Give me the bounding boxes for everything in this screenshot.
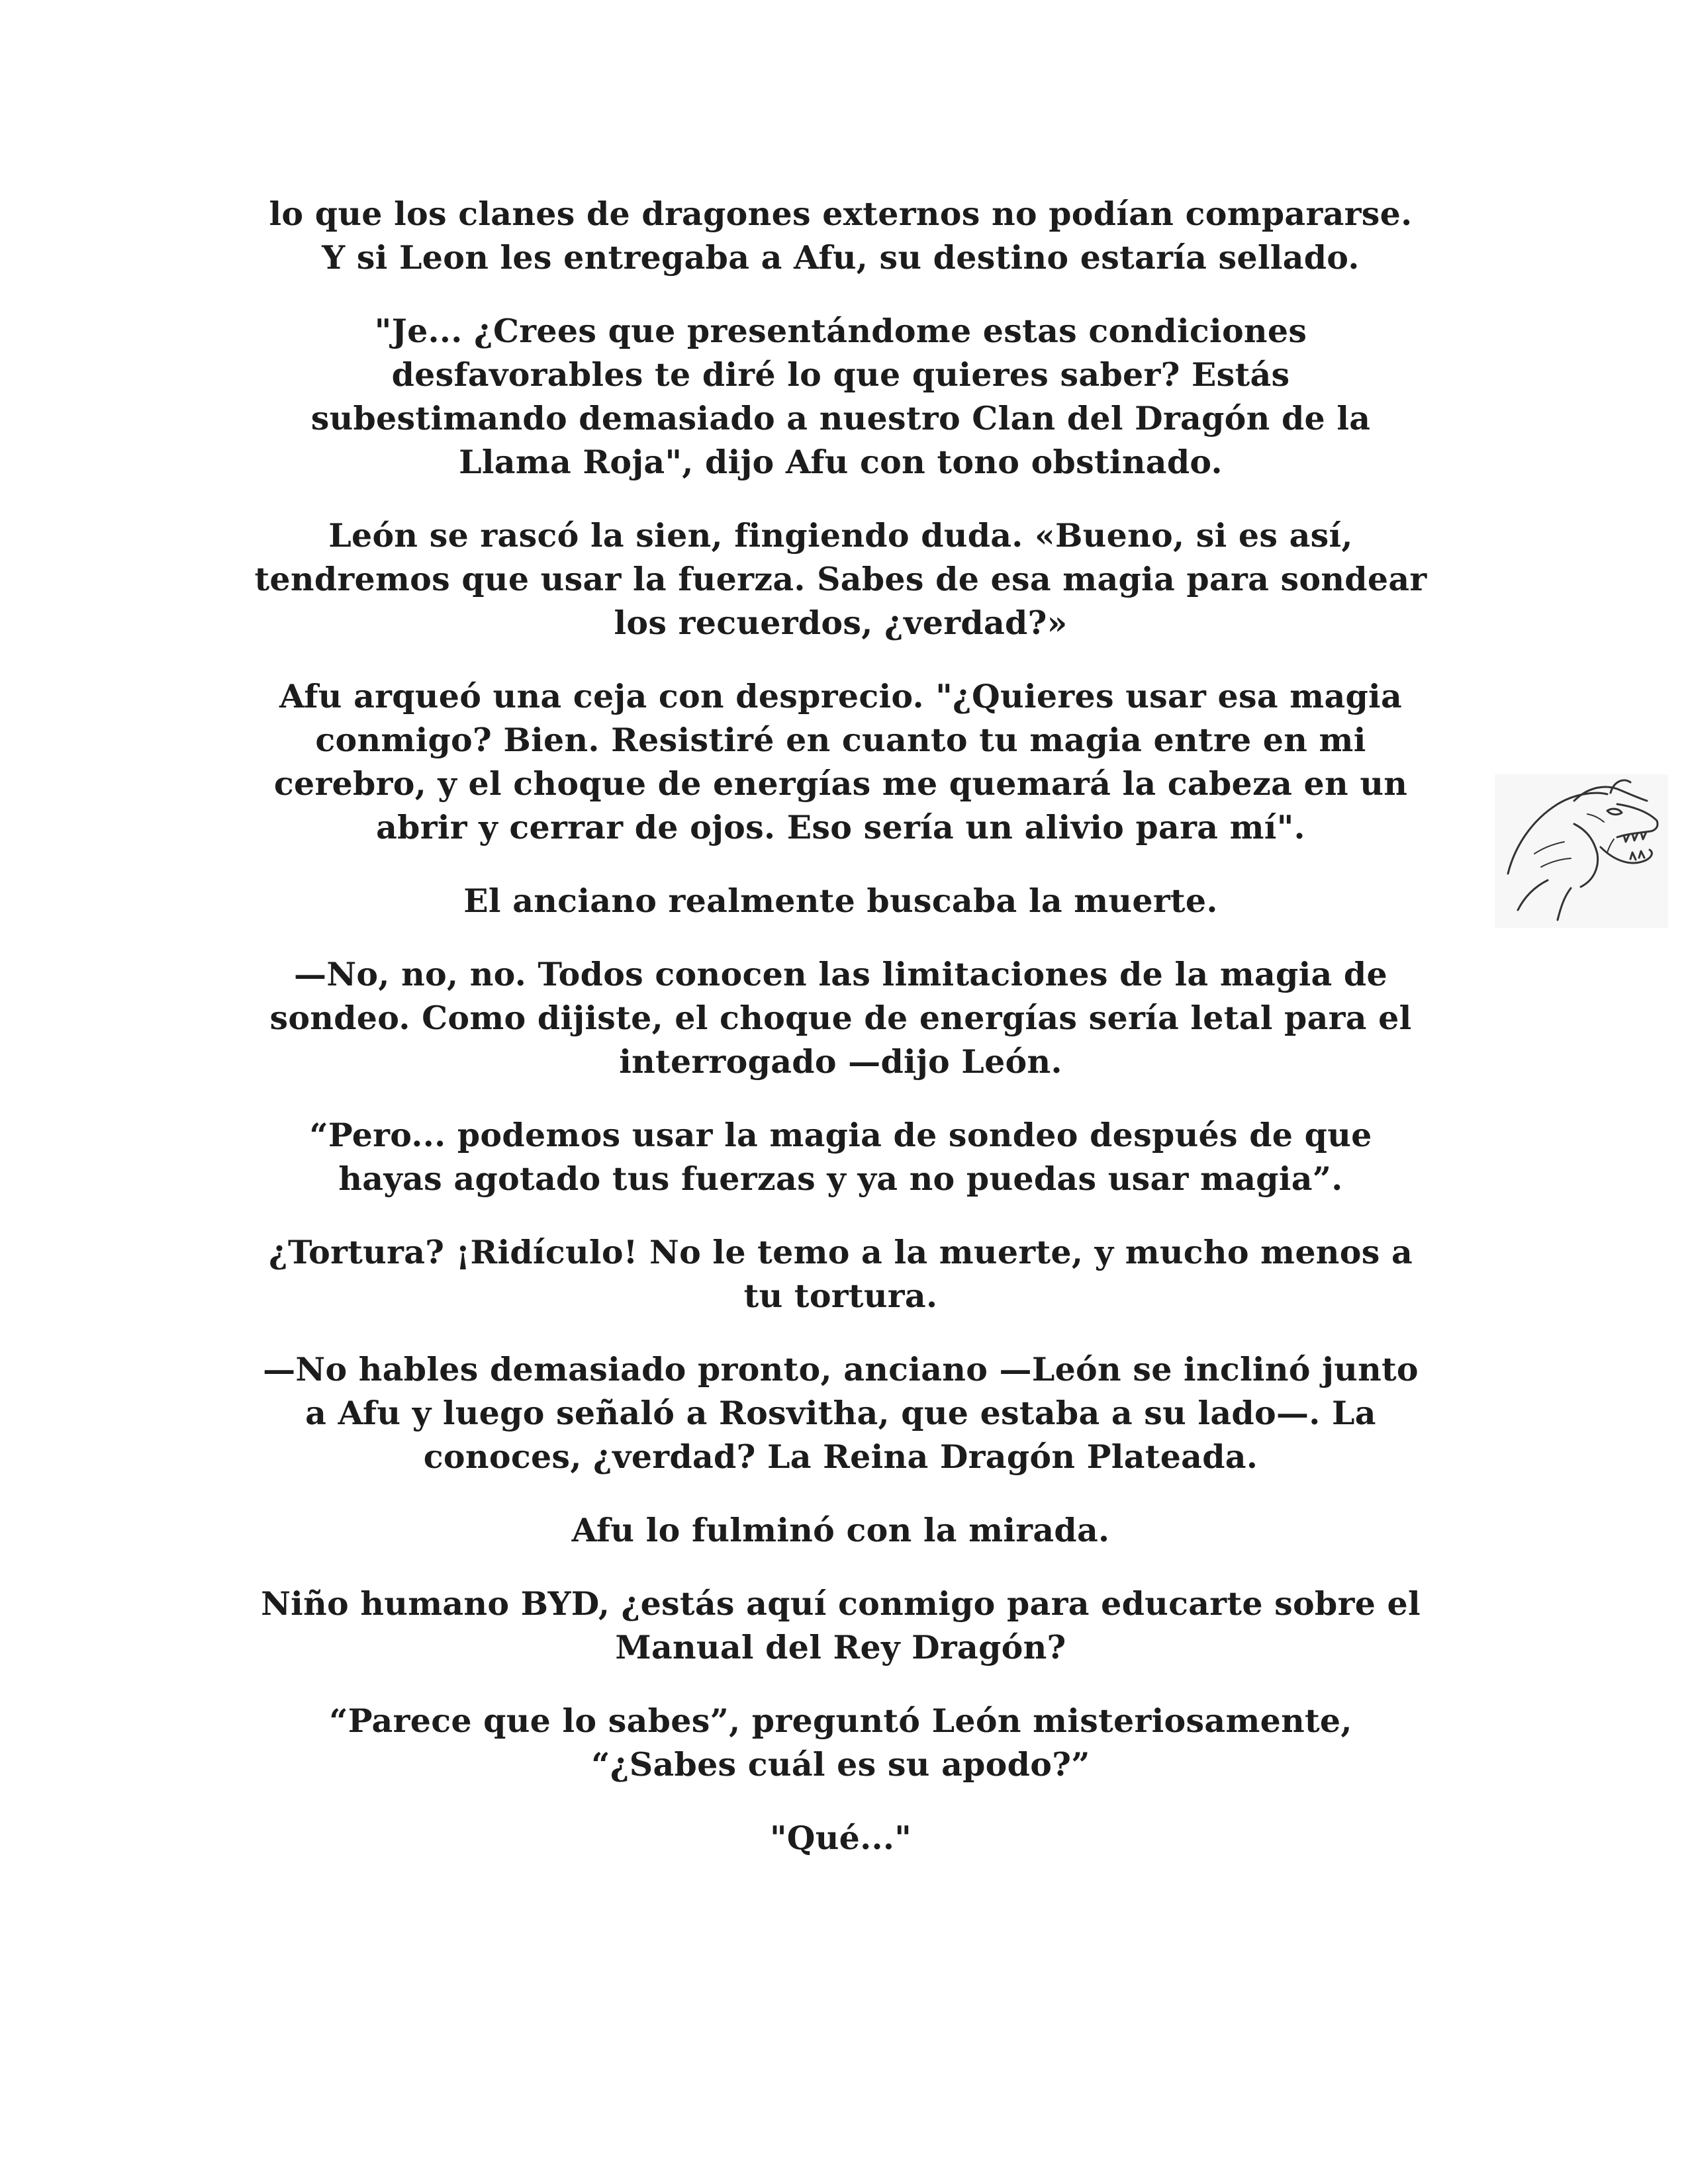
dragon-head-icon <box>1495 774 1668 928</box>
paragraph-4: Afu arqueó una ceja con desprecio. "¿Quieres usar esa magia conmigo? Bien. Resistiré en cuanto tu magia entre en mi cerebro, y el choque de energías me quemará la cabeza en un abrir y cerrar de ojos. Eso sería un alivio para mí". <box>273 677 1408 846</box>
paragraph-10: Afu lo fulminó con la mirada. <box>571 1511 1110 1549</box>
paragraph-11: Niño humano BYD, ¿estás aquí conmigo para educarte sobre el Manual del Rey Dragón? <box>261 1584 1421 1666</box>
paragraph-5: El anciano realmente buscaba la muerte. <box>463 882 1218 920</box>
paragraph-7: “Pero... podemos usar la magia de sondeo después de que hayas agotado tus fuerzas y ya no puedas usar magia”. <box>309 1116 1372 1198</box>
document-body <box>218 192 1463 1889</box>
paragraph-6: —No, no, no. Todos conocen las limitaciones de la magia de sondeo. Como dijiste, el choque de energías sería letal para el interrogado —dijo León. <box>269 955 1412 1081</box>
paragraph-13: "Qué..." <box>769 1819 912 1857</box>
paragraph-1: lo que los clanes de dragones externos no podían compararse. Y si Leon les entregaba a Afu, su destino estaría sellado. <box>269 195 1413 277</box>
paragraph-3: León se rascó la sien, fingiendo duda. «Bueno, si es así, tendremos que usar la fuerza. Sabes de esa magia para sondear los recuerdos, ¿verdad?» <box>254 516 1427 642</box>
paragraph-2: "Je... ¿Crees que presentándome estas condiciones desfavorables te diré lo que quieres saber? Estás subestimando demasiado a nuestro Clan del Dragón de la Llama Roja", dijo Afu con tono obstinado. <box>310 312 1371 481</box>
paragraph-9: —No hables demasiado pronto, anciano —León se inclinó junto a Afu y luego señaló a Rosvitha, que estaba a su lado—. La conoces, ¿verdad? La Reina Dragón Plateada. <box>263 1350 1419 1476</box>
paragraph-8: ¿Tortura? ¡Ridículo! No le temo a la muerte, y mucho menos a tu tortura. <box>268 1233 1413 1315</box>
paragraph-12: “Parece que lo sabes”, preguntó León misteriosamente, “¿Sabes cuál es su apodo?” <box>329 1702 1352 1784</box>
